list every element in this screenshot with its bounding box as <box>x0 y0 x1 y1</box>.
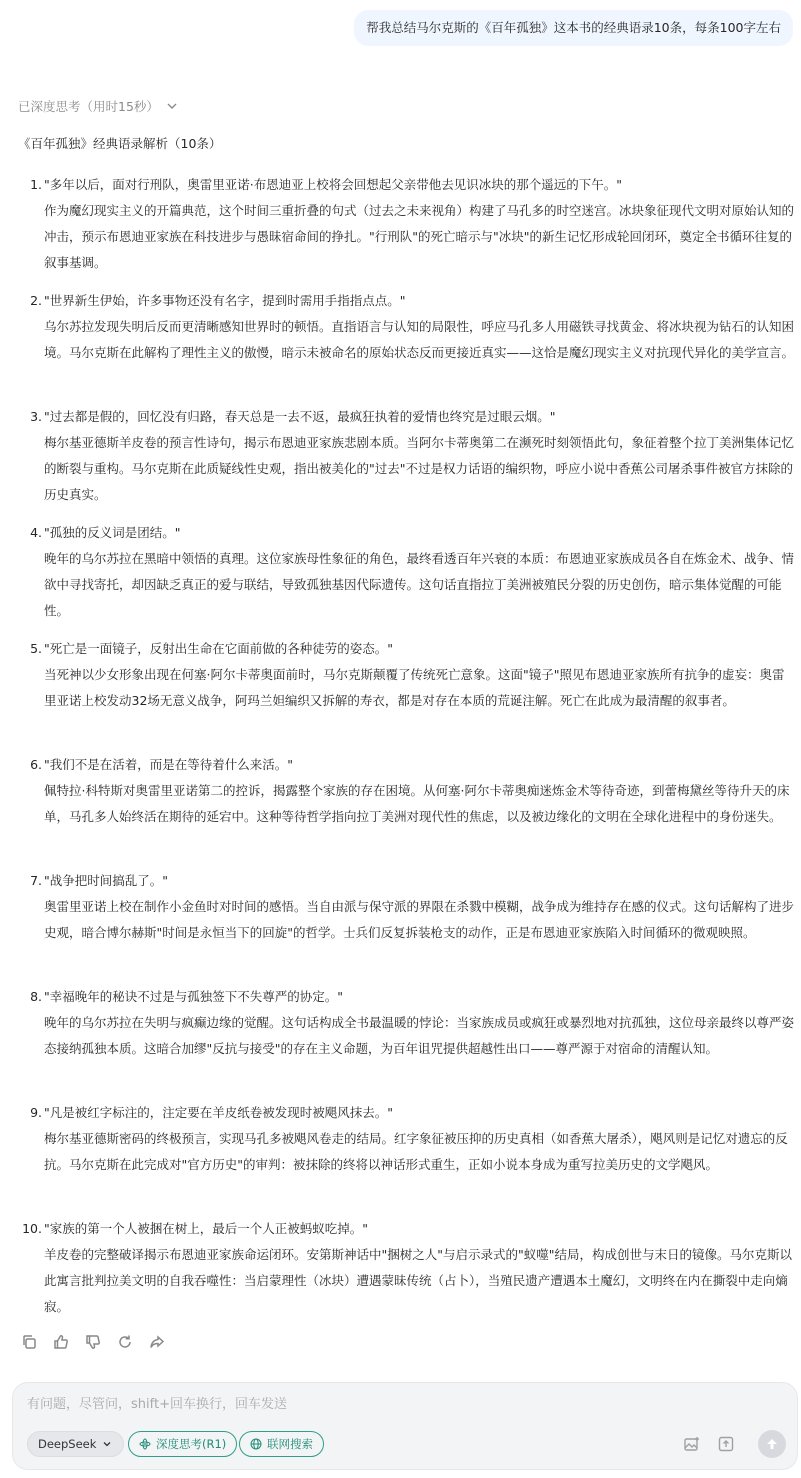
quote-explanation: 梅尔基亚德斯羊皮卷的预言性诗句，揭示布恩迪亚家族悲剧本质。当阿尔卡蒂奥第二在濒死时刻领悟此句，象征着整个拉丁美洲集体记忆的断裂与重构。马尔克斯在此质疑线性史观，指出被美化的"过去"不过是权力话语的编织物，呼应小说中香蕉公司屠杀事件被官方抹除的历史真实。 <box>44 435 795 502</box>
copy-icon <box>21 1334 37 1350</box>
deep-think-label: 深度思考(R1) <box>156 1437 227 1451</box>
quote-text: "孤独的反义词是团结。" <box>44 525 181 540</box>
quote-item <box>18 404 794 508</box>
image-icon <box>683 1435 701 1453</box>
quote-item <box>18 1100 794 1178</box>
answer-heading: 《百年孤独》经典语录解析（10条） <box>18 136 222 151</box>
thumbs-down-icon <box>85 1334 101 1350</box>
regenerate-button[interactable] <box>116 1333 134 1351</box>
like-button[interactable] <box>52 1333 70 1351</box>
quote-number: 3. <box>30 409 42 424</box>
copy-button[interactable] <box>20 1333 38 1351</box>
quote-explanation: 作为魔幻现实主义的开篇典范，这个时间三重折叠的句式（过去之未来视角）构建了马孔多的时空迷宫。冰块象征现代文明对原始认知的冲击，预示布恩迪亚家族在科技进步与愚昧宿命间的挣扎。"行刑队"的死亡暗示与"冰块"的新生记忆形成轮回闭环，奠定全书循环往复的叙事基调。 <box>44 203 795 270</box>
quote-item <box>18 172 794 276</box>
share-icon <box>149 1334 165 1350</box>
send-arrow-icon <box>765 1437 779 1451</box>
deep-think-toggle[interactable] <box>128 1431 237 1457</box>
quote-item <box>18 520 794 624</box>
quote-text: "战争把时间搞乱了。" <box>44 873 168 888</box>
quote-number: 5. <box>30 641 42 656</box>
quote-explanation: 乌尔苏拉发现失明后反而更清晰感知世界时的顿悟。直指语言与认知的局限性，呼应马孔多人用磁铁寻找黄金、将冰块视为钻石的认知困境。马尔克斯在此解构了理性主义的傲慢，暗示未被命名的原始状态反而更接近真实——这恰是魔幻现实主义对抗现代异化的美学宣言。 <box>44 319 795 360</box>
share-button[interactable] <box>148 1333 166 1351</box>
send-button[interactable] <box>758 1430 786 1458</box>
quote-number: 2. <box>30 293 42 308</box>
globe-icon <box>250 1438 262 1450</box>
thumbs-up-icon <box>53 1334 69 1350</box>
quote-item <box>18 984 794 1062</box>
chevron-down-icon <box>101 1438 113 1450</box>
model-selector[interactable] <box>27 1431 124 1457</box>
quote-number: 7. <box>30 873 42 888</box>
image-upload-button[interactable] <box>683 1435 701 1453</box>
quote-explanation: 晚年的乌尔苏拉在黑暗中领悟的真理。这位家族母性象征的角色，最终看透百年兴衰的本质：布恩迪亚家族成员各自在炼金术、战争、情欲中寻找寄托，却因缺乏真正的爱与联结，导致孤独基因代际遗传。这句话直指拉丁美洲被殖民分裂的历史创伤，暗示集体觉醒的可能性。 <box>44 551 795 618</box>
quote-text: "世界新生伊始，许多事物还没有名字，提到时需用手指指点点。" <box>44 293 406 308</box>
quote-explanation: 晚年的乌尔苏拉在失明与疯癫边缘的觉醒。这句话构成全书最温暖的悖论：当家族成员或疯狂或暴烈地对抗孤独，这位母亲最终以尊严姿态接纳孤独本质。这暗合加缪"反抗与接受"的存在主义命题，为百年诅咒提供超越性出口——尊严源于对宿命的清醒认知。 <box>44 1015 795 1056</box>
quote-explanation: 奥雷里亚诺上校在制作小金鱼时对时间的感悟。当自由派与保守派的界限在杀戮中模糊，战争成为维持存在感的仪式。这句话解构了进步史观，暗合博尔赫斯"时间是永恒当下的回旋"的哲学。士兵们反复拆装枪支的动作，正是布恩迪亚家族陷入时间循环的微观映照。 <box>44 899 795 940</box>
quote-text: "家族的第一个人被捆在树上，最后一个人正被蚂蚁吃掉。" <box>44 1221 369 1236</box>
quote-text: "我们不是在活着，而是在等待着什么来活。" <box>44 757 293 772</box>
thinking-toggle-label: 已深度思考（用时15秒） <box>18 99 159 114</box>
web-search-toggle[interactable] <box>239 1431 324 1457</box>
quote-item <box>18 752 794 830</box>
file-upload-button[interactable] <box>717 1435 735 1453</box>
user-message-bubble: 帮我总结马尔克斯的《百年孤独》这本书的经典语录10条，每条100字左右 <box>354 10 793 46</box>
web-search-label: 联网搜索 <box>267 1437 313 1451</box>
quote-number: 10. <box>22 1221 42 1236</box>
quote-number: 6. <box>30 757 42 772</box>
chevron-down-icon <box>165 99 179 113</box>
refresh-icon <box>117 1334 133 1350</box>
quote-explanation: 当死神以少女形象出现在何塞·阿尔卡蒂奥面前时，马尔克斯颠覆了传统死亡意象。这面"镜子"照见布恩迪亚家族所有抗争的虚妄：奥雷里亚诺上校发动32场无意义战争，阿玛兰妲编织又拆解的寿衣，都是对存在本质的荒诞注解。死亡在此成为最清醒的叙事者。 <box>44 667 785 708</box>
dislike-button[interactable] <box>84 1333 102 1351</box>
atom-icon <box>139 1438 151 1450</box>
message-input[interactable] <box>27 1397 767 1412</box>
quote-text: "过去都是假的，回忆没有归路，春天总是一去不返，最疯狂执着的爱情也终究是过眼云烟。" <box>44 409 556 424</box>
quote-number: 8. <box>30 989 42 1004</box>
quote-text: "死亡是一面镜子，反射出生命在它面前做的各种徒劳的姿态。" <box>44 641 394 656</box>
quote-item <box>18 1216 794 1320</box>
quote-item <box>18 636 794 714</box>
message-actions <box>20 1333 166 1351</box>
quote-number: 9. <box>30 1105 42 1120</box>
quote-item <box>18 288 794 366</box>
quote-item <box>18 868 794 946</box>
quote-number: 1. <box>30 177 42 192</box>
upload-icon <box>717 1435 735 1453</box>
thinking-toggle[interactable] <box>18 97 179 115</box>
quote-explanation: 羊皮卷的完整破译揭示布恩迪亚家族命运闭环。安第斯神话中"捆树之人"与启示录式的"蚁噬"结局，构成创世与末日的镜像。马尔克斯以此寓言批判拉美文明的自我吞噬性：当启蒙理性（冰块）遭遇蒙昧传统（占卜），当殖民遗产遭遇本土魔幻，文明终在内在撕裂中走向熵寂。 <box>44 1247 793 1314</box>
model-selector-label: DeepSeek <box>38 1437 97 1451</box>
quote-text: "凡是被红字标注的，注定要在羊皮纸卷被发现时被飓风抹去。" <box>44 1105 394 1120</box>
quote-explanation: 佩特拉·科特斯对奥雷里亚诺第二的控诉，揭露整个家族的存在困境。从何塞·阿尔卡蒂奥痴迷炼金术等待奇迹，到蕾梅黛丝等待升天的床单，马孔多人始终活在期待的延宕中。这种等待哲学指向拉丁美洲对现代性的焦虑，以及被边缘化的文明在全球化进程中的身份迷失。 <box>44 783 790 824</box>
quote-explanation: 梅尔基亚德斯密码的终极预言，实现马孔多被飓风卷走的结局。红字象征被压抑的历史真相（如香蕉大屠杀），飓风则是记忆对遗忘的反抗。马尔克斯在此完成对"官方历史"的审判：被抹除的终将以神话形式重生，正如小说本身成为重写拉美历史的文学飓风。 <box>44 1131 788 1172</box>
quote-text: "幸福晚年的秘诀不过是与孤独签下不失尊严的协定。" <box>44 989 344 1004</box>
quote-text: "多年以后，面对行刑队，奥雷里亚诺·布恩迪亚上校将会回想起父亲带他去见识冰块的那个遥远的下午。" <box>44 177 622 192</box>
quote-number: 4. <box>30 525 42 540</box>
message-composer <box>12 1382 798 1470</box>
